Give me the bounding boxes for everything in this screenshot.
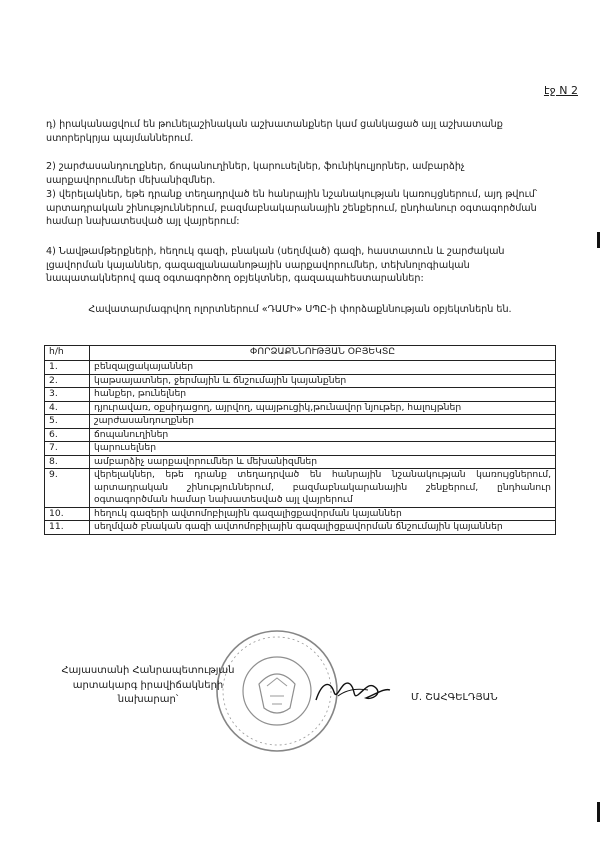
row-number: 10. (45, 507, 90, 521)
table-row (45, 469, 556, 508)
table-row (45, 388, 556, 402)
header-object: ՓՈՐՁԱՔՆՆՈՒԹՅԱՆ ՕԲՅԵԿՏԸ (90, 346, 556, 361)
signatory-line-3: նախարար՝ (117, 694, 179, 705)
table-header-row (45, 346, 556, 361)
paragraph-2-escalators: 2) շարժասանդուղքներ, ճոպանուղիներ, կարուսելներ, ֆունիկուլյորներ, ամբարձիչ սարքավորումներ մեխանիզմներ. (46, 161, 465, 186)
row-number: 6. (45, 428, 90, 442)
table-row (45, 428, 556, 442)
paragraph-4-fuel-stations: 4) Նավթամթերքների, հեղուկ գազի, բնական (սեղմված) գազի, հաստատուն և շարժական լցավորման կայաններ, գազազլանաանոթային սարքավորումներ, տեխնոլոգիական նապատակներով գազ օգտագործող օբյեկտներ, գազապահեստարաններ: (46, 246, 505, 284)
row-object: բենզալցակայաններ (90, 361, 556, 375)
signature-icon (312, 670, 392, 710)
row-object: վերելակներ, եթե դրանք տեղադրված են հանրային նշանակության կառույցներում, արտադրական շինություններում, բազմաբնակարանային շենքերում, ընդհանուր օգտագործման համար նախատեսված այլ վայրերում (90, 469, 556, 508)
row-object: ճոպանուղիներ (90, 428, 556, 442)
row-number: 11. (45, 521, 90, 535)
table-row (45, 455, 556, 469)
row-number: 7. (45, 442, 90, 456)
row-number: 9. (45, 469, 90, 508)
table-row (45, 507, 556, 521)
row-number: 8. (45, 455, 90, 469)
row-number: 5. (45, 415, 90, 429)
table-row (45, 415, 556, 429)
table-row (45, 442, 556, 456)
signatory-line-1: Հայաստանի Հանրապետության (61, 665, 235, 676)
signatory-name: Մ. ՇԱՀԳԵԼԴՅԱՆ (411, 692, 498, 703)
row-number: 1. (45, 361, 90, 375)
row-number: 3. (45, 388, 90, 402)
table-row (45, 374, 556, 388)
row-object: սեղմված բնական գազի ավտոմոբիլային գազալիցքավորման ճնշումային կայաններ (90, 521, 556, 535)
row-object: կաթսայատներ, ջերմային և ճնշումային կայանքներ (90, 374, 556, 388)
table-row (45, 361, 556, 375)
row-object: կարուսելներ (90, 442, 556, 456)
signatory-line-2: արտակարգ իրավիճակների (72, 679, 224, 691)
signatory-title (56, 664, 240, 708)
paragraph-d-underground-works: դ) իրականացվում են թունելաշինական աշխատանքներ կամ ցանկացած այլ աշխատանք ստորերկրյա պայմաններում. (46, 119, 503, 144)
table-row (45, 401, 556, 415)
appendix-label: էջ N 2 (543, 84, 578, 97)
row-object: դյուրավառ, օքսիդացող, այրվող, պայթուցիկ,թունավոր նյութեր, հալույթներ (90, 401, 556, 415)
paragraph-3-elevators: 3) վերելակներ, եթե դրանք տեղադրված են հանրային նշանակության կառույցներում, այդ թվում՝ արտադրական շինություններում, բազմաբնակարանային շենքերում, ընդհանուր օգտագործման համար նախատեսված այլ վայրերում: (46, 189, 538, 227)
row-number: 4. (45, 401, 90, 415)
inspection-intro: Հավատարմագրվող ոլորտներում «ԴԱՄԻ» ՍՊԸ-ի փորձաքննության օբյեկտներն են. (88, 304, 512, 315)
row-object: հանքեր, թունելներ (90, 388, 556, 402)
table-row (45, 521, 556, 535)
row-number: 2. (45, 374, 90, 388)
inspection-objects-table (44, 345, 556, 535)
header-number: հ/հ (45, 346, 90, 361)
row-object: ամբարձիչ սարքավորումներ և մեխանիզմներ (90, 455, 556, 469)
row-object: շարժասանդուղքներ (90, 415, 556, 429)
row-object: հեղուկ գազերի ավտոմոբիլային գազալիցքավորման կայաններ (90, 507, 556, 521)
